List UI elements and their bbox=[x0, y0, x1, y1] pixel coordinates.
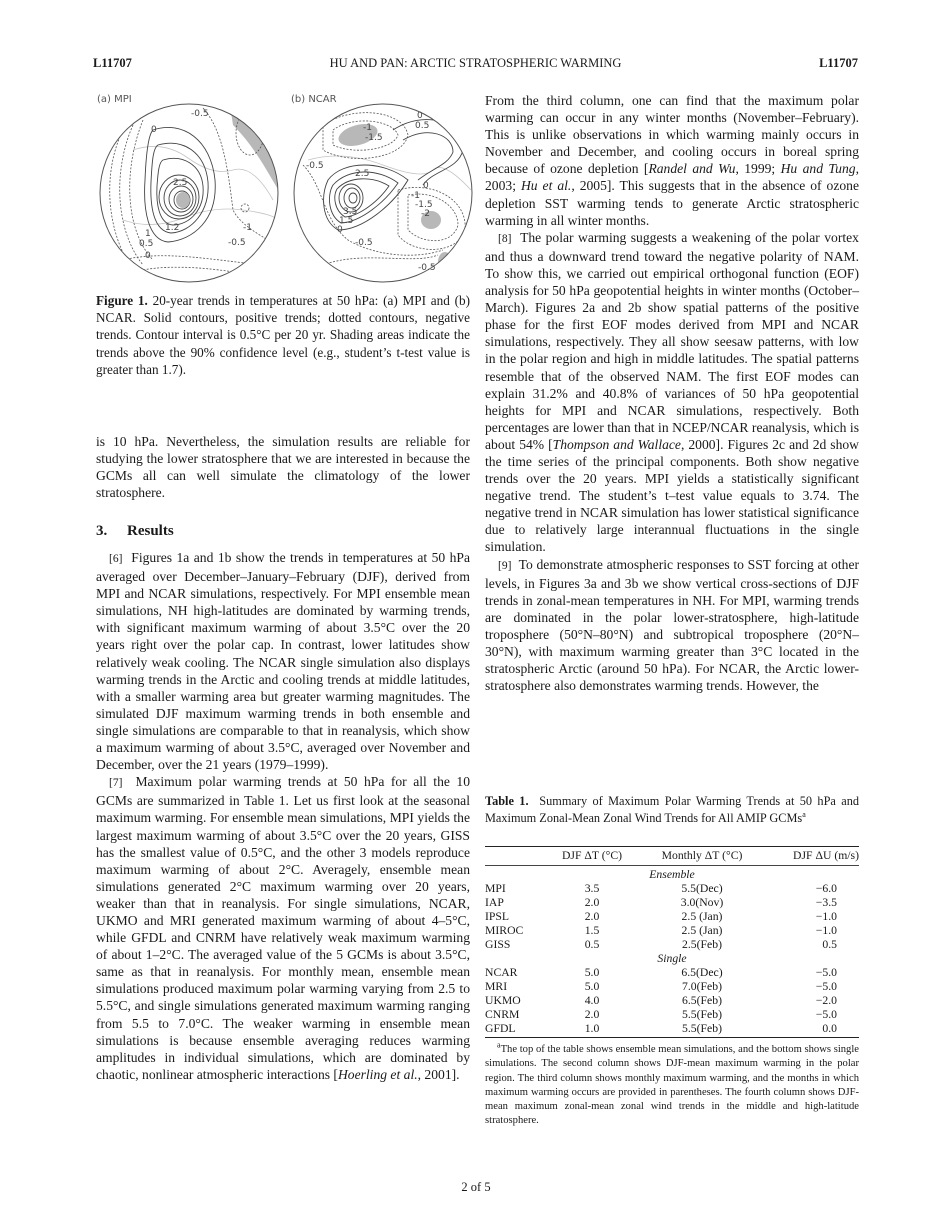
footnote-marker: a bbox=[497, 1040, 501, 1050]
citation: Randel and Wu bbox=[648, 161, 736, 177]
paragraph: is 10 hPa. Nevertheless, the simulation results are reliable for studying the lower stratosphere that we are interested in because the GCMs all can well simulate the climatology of the lower stratosphere. bbox=[96, 434, 470, 501]
svg-text:0: 0 bbox=[423, 181, 429, 191]
svg-text:0: 0 bbox=[337, 225, 343, 235]
column-header: DJF ΔU (m/s) bbox=[767, 847, 859, 866]
svg-text:0: 0 bbox=[145, 251, 151, 261]
table-1-caption bbox=[485, 793, 859, 826]
value-cell: 1.0 bbox=[547, 1022, 637, 1038]
footnote-marker: a bbox=[802, 809, 806, 819]
citation: Hu and Tung bbox=[780, 161, 856, 177]
panel-a-mpi bbox=[97, 94, 285, 282]
figure-caption-text: 20-year trends in temperatures at 50 hPa: (a) MPI and (b) NCAR. Solid contours, positive trends; dotted contours, negative trends. Contour interval is 0.5°C per 20 yr. Shading areas indicate the trends above the 90% confidence level (e.g., student’s t-test value is greater than 1.7). bbox=[96, 293, 470, 377]
value-cell: −2.0 bbox=[815, 994, 837, 1007]
value-cell: −5.0 bbox=[815, 1008, 837, 1021]
contour-dashed bbox=[123, 256, 263, 265]
model-name-cell: GISS bbox=[485, 938, 511, 951]
footnote-text: The top of the table shows ensemble mean simulations, and the bottom shows single simulations. The second column shows DJF-mean maximum warming in the polar region. The third column shows monthly maximum warming, and the months in which maximum warming occurs are provided in parentheses. The fourth column shows DJF-mean maximum zonal-mean zonal wind trends in the middle and high-latitude stratosphere. bbox=[485, 1044, 859, 1127]
svg-text:0.5: 0.5 bbox=[415, 121, 430, 131]
running-header bbox=[93, 56, 858, 72]
model-name-cell: NCAR bbox=[485, 966, 518, 979]
table-group-row bbox=[485, 866, 859, 883]
article-id-left: L11707 bbox=[93, 56, 132, 70]
right-column-body bbox=[485, 92, 859, 694]
value-cell: 3.5 bbox=[584, 882, 600, 895]
value-cell: 2.5 (Jan) bbox=[681, 924, 723, 937]
svg-text:2.5: 2.5 bbox=[173, 178, 188, 188]
svg-text:2.5: 2.5 bbox=[355, 169, 370, 179]
value-cell: 5.5(Feb) bbox=[682, 1008, 722, 1021]
paragraph-text: , 2005]. This suggests that in the absence of ozone depletion SST warming tends to generate Arctic stratospheric warming in all winter months. bbox=[485, 178, 859, 228]
column-header: DJF ΔT (°C) bbox=[547, 847, 637, 866]
table-header-row bbox=[485, 847, 859, 866]
value-cell: 2.0 bbox=[584, 896, 600, 909]
left-column-body bbox=[96, 549, 470, 1083]
paragraph-text: Maximum polar warming trends at 50 hPa for all the 10 GCMs are summarized in Table 1. Let us first look at the seasonal maximum warming. For ensemble mean simulations, MPI yields the largest maximum warming of about 3.5°C over the 20 years, GISS has the smallest value of 0.5°C, and the other 3 models reproduce maximum warming of about 2°C. Averagely, ensemble mean simulations generated 2°C maximum warming over 20 years, weaker than that in reanalysis. For single simulations, NCAR, UKMO and MRI generated maximum warming of about 4–5°C, while GFDL and CNRM have relatively weak maximum warming of about 1–2°C. The averaged value of the 5 GCMs is about 3.5°C, same as that in reanalysis. For monthly mean, ensemble mean simulations produced maximum polar warming varying from 2.5 to 5.5°C, and single simulations generated maximum warming ranging from 5.5 to 7.0°C. The weaker warming in ensemble mean simulations is because ensemble averaging reduces warming amplitudes in individual simulations, which are dominated by chaotic, nonlinear atmospheric interactions [ bbox=[96, 774, 471, 1082]
table-row bbox=[485, 966, 859, 980]
svg-text:1.2: 1.2 bbox=[165, 223, 180, 233]
value-cell: 2.5 (Jan) bbox=[681, 910, 723, 923]
shaded-region bbox=[176, 192, 190, 208]
value-cell: 3.0(Nov) bbox=[680, 896, 724, 909]
figure-1 bbox=[93, 90, 478, 285]
paragraph-text: , 2000]. Figures 2c and 2d show the time series of the principal components. Both show negative trends over the 20 years. MPI yields a statistically significant negative trend. The student’s t–test value equals to 3.74. The negative trend in NCAR simulation has lower statistical significance due to relatively large interannual fluctuations in the single simulation. bbox=[485, 436, 859, 555]
panel-label: (a) MPI bbox=[97, 94, 132, 105]
group-label: Ensemble bbox=[649, 868, 695, 881]
paragraph-text: The polar warming suggests a weakening of the polar vortex and thus a downward trend toward the negative polarity of NAM. To show this, we carried out empirical orthogonal function (EOF) analysis for 50 hPa geopotential heights in winter months (October–March). Figures 2a and 2b show spatial patterns of the positive phase for the first EOF modes derived from MPI and NCAR simulations, respectively. They all show seesaw patterns, with low in the polar region and high in middle latitudes. The spatial patterns resemble that of the observed NAM. The first EOF modes can explain 31.2% and 40.8% of variances of 50 hPa geopotential heights for MPI and NCAR simulations, respectively. Both percentages are lower than that in NCEP/NCAR reanalysis, which is about 54% [ bbox=[485, 229, 859, 452]
value-cell: 0.5 bbox=[584, 938, 600, 951]
table-group-row bbox=[485, 952, 859, 966]
svg-text:-0.5: -0.5 bbox=[355, 238, 373, 248]
article-id-right: L11707 bbox=[819, 56, 858, 70]
column-header bbox=[485, 847, 547, 866]
value-cell: 5.5(Dec) bbox=[681, 882, 723, 895]
table-row bbox=[485, 896, 859, 910]
model-name-cell: UKMO bbox=[485, 994, 521, 1007]
paragraph-text: Figures 1a and 1b show the trends in temperatures at 50 hPa averaged over December–January–February (DJF), derived from MPI and NCAR simulations, respectively. For MPI ensemble mean simulations, NH high-latitudes are dominated by warming trends, with significant maximum warming of about 3.5°C over the 20 years right over the polar cap. In contrast, lower latitudes show relatively weak cooling. The NCAR single simulation also displays warming trends in the Arctic and cooling trends at middle latitudes, with a smaller warming area but greater warming magnitudes. The simulated DJF maximum warming trends in both ensemble and single simulations are comparable to that in reanalysis, which show a maximum warming of about 3.5°C, averaged over November and December, over the 21 years (1979–1999). bbox=[96, 550, 471, 773]
contour-solid bbox=[423, 240, 473, 280]
svg-text:-1: -1 bbox=[363, 123, 372, 133]
citation: Hoerling et al. bbox=[337, 1066, 418, 1082]
svg-text:-0.5: -0.5 bbox=[191, 109, 209, 119]
svg-text:-0.5: -0.5 bbox=[306, 161, 324, 171]
svg-text:0: 0 bbox=[417, 111, 423, 121]
model-name-cell: CNRM bbox=[485, 1008, 520, 1021]
value-cell: 5.0 bbox=[584, 966, 600, 979]
paragraph-7-continued bbox=[485, 92, 859, 229]
value-cell: −5.0 bbox=[815, 980, 837, 993]
model-name-cell: MIROC bbox=[485, 924, 524, 937]
svg-text:-1.5: -1.5 bbox=[365, 133, 383, 143]
value-cell: 0.0 bbox=[767, 1022, 859, 1038]
table-row bbox=[485, 980, 859, 994]
shaded-region bbox=[231, 112, 285, 200]
value-cell: 6.5(Dec) bbox=[681, 966, 723, 979]
paragraph-text: , 2001]. bbox=[417, 1066, 460, 1082]
shaded-region bbox=[98, 210, 133, 280]
section-title: Results bbox=[127, 523, 174, 539]
value-cell: −1.0 bbox=[815, 910, 837, 923]
model-name-cell: MRI bbox=[485, 980, 508, 993]
paragraph-9 bbox=[485, 556, 859, 695]
table-row bbox=[485, 938, 859, 952]
model-name-cell: GFDL bbox=[485, 1022, 547, 1038]
value-cell: −3.5 bbox=[815, 896, 837, 909]
table-row bbox=[485, 924, 859, 938]
group-label: Single bbox=[657, 952, 687, 965]
paragraph-text: To demonstrate atmospheric responses to SST forcing at other levels, in Figures 3a and 3b we show vertical cross-sections of DJF trends in zonal-mean temperatures in NH. For MPI, warming trends are dominated in the polar lower-stratosphere, high-latitude troposphere (50°N–80°N) and subtropical troposphere (20°N–30°N), with maximum warming greater than 3°C located in the stratospheric Arctic (around 50 hPa). For NCAR, the Arctic lower-stratosphere also demonstrates warming trends. However, the bbox=[485, 556, 859, 694]
section-heading bbox=[96, 523, 174, 540]
paragraph-number: [9] bbox=[498, 559, 512, 572]
value-cell: 6.5(Feb) bbox=[682, 994, 722, 1007]
paragraph-6 bbox=[96, 549, 470, 773]
paragraph-number: [8] bbox=[498, 232, 512, 245]
table-row bbox=[485, 882, 859, 896]
contour-dashed bbox=[110, 130, 133, 270]
svg-text:3.5: 3.5 bbox=[343, 207, 358, 217]
paragraph-text: , 2003; bbox=[485, 161, 859, 194]
table-footnote bbox=[485, 1040, 859, 1129]
left-column-continuation bbox=[96, 433, 470, 501]
paragraph-number: [7] bbox=[109, 777, 123, 790]
model-name-cell: IPSL bbox=[485, 910, 510, 923]
value-cell: 7.0(Feb) bbox=[682, 980, 722, 993]
svg-text:-2: -2 bbox=[421, 209, 430, 219]
value-cell: 2.0 bbox=[584, 1008, 600, 1021]
svg-text:1.5: 1.5 bbox=[339, 216, 354, 226]
column-header: Monthly ΔT (°C) bbox=[637, 847, 767, 866]
value-cell: 0.5 bbox=[822, 938, 837, 951]
value-cell: 5.5(Feb) bbox=[637, 1022, 767, 1038]
table-1 bbox=[485, 846, 859, 1038]
svg-text:0.5: 0.5 bbox=[139, 239, 154, 249]
value-cell: 1.5 bbox=[584, 924, 600, 937]
svg-text:1: 1 bbox=[145, 229, 151, 239]
table-row bbox=[485, 910, 859, 924]
figure-label: Figure 1. bbox=[96, 293, 148, 308]
table-row bbox=[485, 1022, 859, 1038]
svg-text:-1: -1 bbox=[243, 223, 252, 233]
paragraph-text: From the third column, one can find that the maximum polar warming can occur in any winter months (November–February). This is unlike observations in which warming mainly occurs in November and December, and cooling occurs in boreal spring because of ozone depletion [ bbox=[485, 93, 859, 177]
value-cell: 2.5(Feb) bbox=[682, 938, 722, 951]
svg-text:-0.5: -0.5 bbox=[228, 238, 246, 248]
paragraph-number: [6] bbox=[109, 553, 123, 565]
paragraph-7 bbox=[96, 773, 470, 1083]
figure-1-caption bbox=[96, 292, 470, 378]
value-cell: 4.0 bbox=[584, 994, 600, 1007]
contour-labels bbox=[306, 111, 436, 273]
page-number: 2 of 5 bbox=[461, 1180, 491, 1194]
value-cell: −1.0 bbox=[815, 924, 837, 937]
table-caption-text: Summary of Maximum Polar Warming Trends at 50 hPa and Maximum Zonal-Mean Zonal Wind Trends for All AMIP GCMs bbox=[485, 794, 859, 825]
model-name-cell: MPI bbox=[485, 882, 506, 895]
figure-1-maps bbox=[93, 90, 478, 285]
running-title: HU AND PAN: ARCTIC STRATOSPHERIC WARMING bbox=[329, 56, 622, 70]
paragraph-8 bbox=[485, 229, 859, 556]
panel-label: (b) NCAR bbox=[291, 94, 337, 105]
citation: Thompson and Wallace bbox=[552, 436, 681, 452]
svg-text:-1.5: -1.5 bbox=[415, 200, 433, 210]
svg-text:-0.5: -0.5 bbox=[418, 263, 436, 273]
table-row bbox=[485, 1008, 859, 1022]
table-label: Table 1. bbox=[485, 794, 529, 808]
panel-b-ncar bbox=[291, 94, 475, 282]
model-name-cell: IAP bbox=[485, 896, 504, 909]
svg-text:-1: -1 bbox=[411, 191, 420, 201]
shaded-region bbox=[438, 252, 452, 272]
value-cell: −5.0 bbox=[815, 966, 837, 979]
section-number: 3. bbox=[96, 523, 108, 539]
value-cell: 5.0 bbox=[584, 980, 600, 993]
value-cell: 2.0 bbox=[584, 910, 600, 923]
table-row bbox=[485, 994, 859, 1008]
citation: Hu et al. bbox=[520, 178, 572, 194]
value-cell: −6.0 bbox=[815, 882, 837, 895]
svg-text:0: 0 bbox=[151, 125, 157, 135]
paragraph-text: , 1999; bbox=[735, 161, 781, 177]
